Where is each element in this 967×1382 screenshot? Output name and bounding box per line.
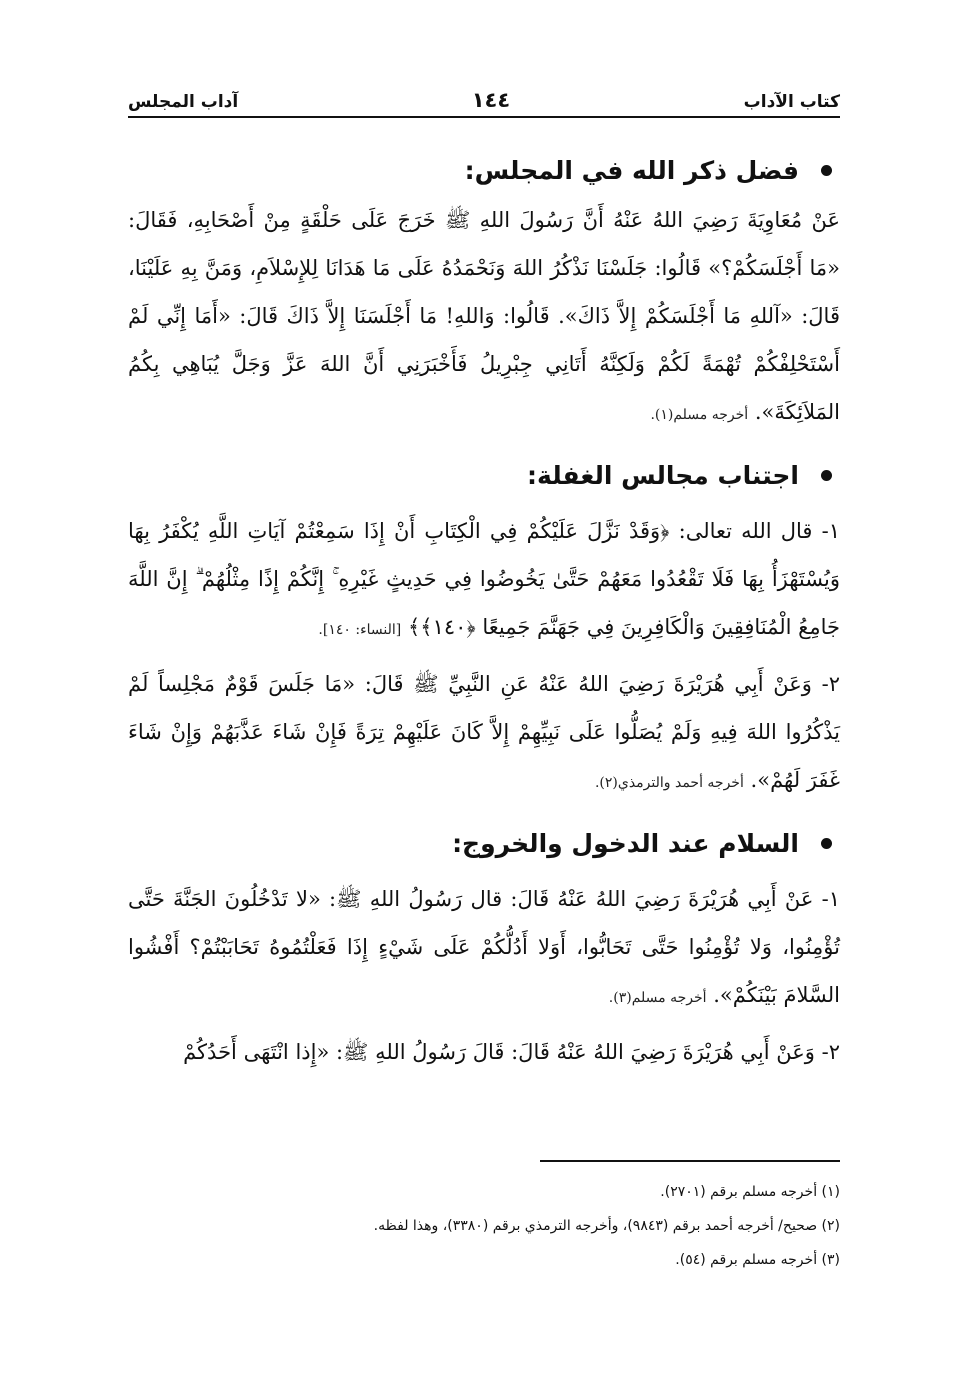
- chapter-title: آداب المجلس: [128, 92, 239, 112]
- verse-reference: [النساء: ١٤٠].: [318, 622, 402, 638]
- bullet-icon: [821, 470, 832, 481]
- section-heading: اجتناب مجالس الغفلة:: [527, 460, 799, 490]
- list-item: [128, 507, 840, 654]
- hadith-paragraph: [128, 196, 840, 439]
- verse-text: قال الله تعالى: ﴿وَقَدْ نَزَّلَ عَلَيْكُمْ فِي الْكِتَابِ أَنْ إِذَا سَمِعْتُمْ آيَاتِ اللَّهِ يُكْفَرُ بِهَا وَيُسْتَهْزَأُ بِهَا فَلَا تَقْعُدُوا مَعَهُمْ حَتَّىٰ يَخُوضُوا فِي حَدِيثٍ غَيْرِهِ ۚ إِنَّكُمْ إِذًا مِثْلُهُمْ ۗ إِنَّ اللَّهَ جَامِعُ الْمُنَافِقِينَ وَالْكَافِرِينَ فِي جَهَنَّمَ جَمِيعًا ﴿١٤٠﴾﴾: [128, 519, 840, 639]
- footnote-divider: [540, 1160, 840, 1162]
- book-title: كتاب الآداب: [743, 92, 840, 112]
- footnote: (٣) أخرجه مسلم برقم (٥٤).: [675, 1252, 840, 1268]
- bullet-icon: [821, 165, 832, 176]
- list-item: [128, 875, 840, 1022]
- item-number: ٢-: [821, 672, 840, 696]
- section-heading: فضل ذكر الله في المجلس:: [464, 155, 799, 185]
- bullet-icon: [821, 838, 832, 849]
- item-number: ١-: [821, 887, 840, 911]
- page-number: ١٤٤: [471, 88, 511, 112]
- list-item: [128, 660, 840, 807]
- footnotes: [128, 1175, 840, 1277]
- header-divider: [128, 116, 840, 118]
- hadith-source: أخرجه مسلم(٣).: [608, 990, 707, 1006]
- hadith-text: وَعَنْ أَبِي هُرَيْرَةَ رَضِيَ اللهُ عَنْهُ عَنِ النَّبِيِّ ﷺ قَالَ: «مَا جَلَسَ قَوْمٌ مَجْلِساً لَمْ يَذْكُرُوا اللهَ فِيهِ وَلَمْ يُصَلُّوا عَلَى نَبِيِّهِمْ إِلاَّ كَانَ عَلَيْهِمْ تِرَةً فَإِنْ شَاءَ عَذَّبَهُمْ وَإِنْ شَاءَ غَفَرَ لَهُمْ».: [128, 672, 840, 792]
- hadith-text: وَعَنْ أَبِي هُرَيْرَةَ رَضِيَ اللهُ عَنْهُ قَالَ: قَالَ رَسُولُ اللهِ ﷺ: «إِذا انْتَهَى أَحَدُكُمْ: [183, 1040, 815, 1064]
- section-heading: السلام عند الدخول والخروج:: [452, 828, 799, 858]
- hadith-text: عَنْ مُعَاوِيَةَ رَضِيَ اللهُ عَنْهُ أَنَّ رَسُولَ اللهِ ﷺ خَرَجَ عَلَى حَلْقَةٍ مِنْ أَصْحَابِهِ، فَقَالَ: «مَا أَجْلَسَكُمْ؟» قَالُوا: جَلَسْنَا نَذْكُرُ اللهَ وَنَحْمَدُهُ عَلَى مَا هَدَانَا لِلإِسْلاَمِ، وَمَنَّ بِهِ عَلَيْنَا، قَالَ: «آللهِ مَا أَجْلَسَكُمْ إِلاَّ ذَاكَ». قَالُوا: وَاللهِ! مَا أَجْلَسَنَا إِلاَّ ذَاكَ قَالَ: «أَمَا إِنِّي لَمْ أَسْتَحْلِفْكُمْ تُهْمَةً لَكُمْ وَلَكِنَّهُ أَتَانِي جِبْرِيلُ فَأَخْبَرَنِي أَنَّ اللهَ عَزَّ وَجَلَّ يُبَاهِي بِكُمُ المَلاَئِكَةَ».: [128, 208, 840, 424]
- list-item: [128, 1028, 840, 1076]
- item-number: ٢-: [821, 1040, 840, 1064]
- hadith-source: أخرجه أحمد والترمذي(٢).: [594, 775, 744, 791]
- footnote: (٢) صحيح/ أخرجه أحمد برقم (٩٨٤٣)، وأخرجه الترمذي برقم (٣٣٨٠)، وهذا لفظه.: [373, 1218, 840, 1234]
- hadith-source: أخرجه مسلم(١).: [650, 407, 749, 423]
- hadith-text: عَنْ أَبِي هُرَيْرَةَ رَضِيَ اللهُ عَنْهُ قَالَ: قال رَسُولُ اللهِ ﷺ: «لا تَدْخُلُونَ الجَنَّةَ حَتَّى تُؤْمِنُوا، وَلا تُؤْمِنُوا حَتَّى تَحَابُّوا، أَوَلا أَدُلُّكُمْ عَلَى شَيْءٍ إِذَا فَعَلْتُمُوهُ تَحَابَبْتُمْ؟ أَفْشُوا السَّلامَ بَيْنَكُمْ».: [128, 887, 840, 1007]
- section-title-dhikr: [128, 144, 840, 196]
- page-content: [128, 140, 840, 1076]
- page-header: [128, 78, 840, 112]
- section-title-salam: [128, 817, 840, 869]
- item-number: ١-: [821, 519, 840, 543]
- section-title-ghaflah: [128, 449, 840, 501]
- footnote: (١) أخرجه مسلم برقم (٢٧٠١).: [660, 1184, 840, 1200]
